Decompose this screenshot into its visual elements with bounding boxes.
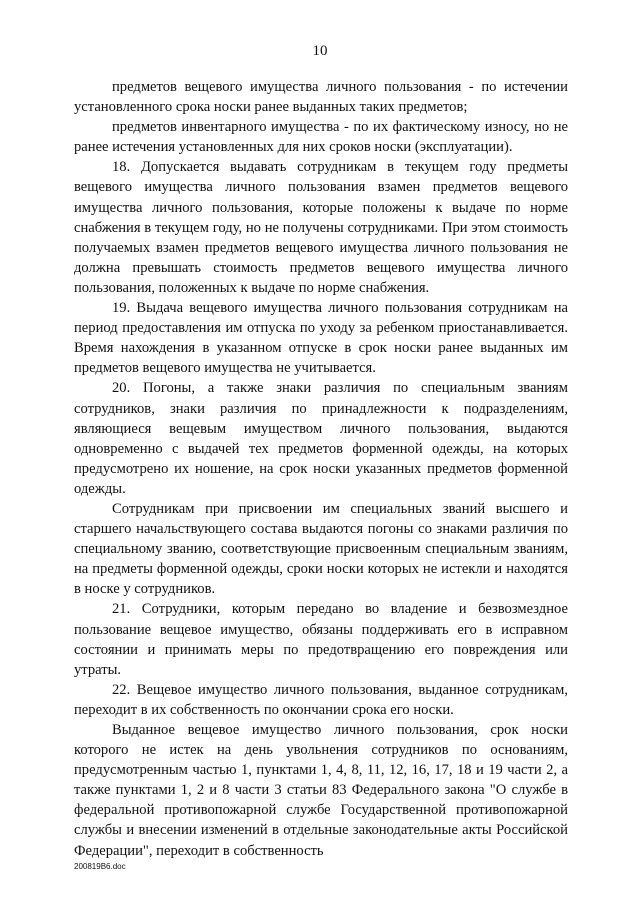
footer-filename: 200819B6.doc [74, 862, 126, 871]
paragraph-item-18: 18. Допускается выдавать сотрудникам в текущем году предметы вещевого имущества личного пользования взамен предметов вещевого имущества личного пользования, которые положены к выдаче по норме снабжения в текущем году, но не получены сотрудниками. При этом стоимость получаемых взамен предметов вещевого имущества личного пользования не должна превышать стоимость предметов вещевого имущества личного пользования, положенных к выдаче по норме снабжения. [74, 159, 568, 296]
paragraph: Сотрудникам при присвоении им специальных званий высшего и старшего начальствующего состава выдаются погоны со знаками различия по специальному званию, соответствующие присвоенным специальным званиям, на предметы форменной одежды, сроки носки которых не истекли и находятся в носке у сотрудников. [74, 500, 568, 598]
document-body [74, 77, 568, 861]
paragraph: предметов вещевого имущества личного пользования - по истечении установленного срока носки ранее выданных таких предметов; [74, 79, 568, 116]
page-number: 10 [312, 43, 328, 59]
paragraph-item-22: 22. Вещевое имущество личного пользования, выданное сотрудникам, переходит в их собственность по окончании срока его носки. [74, 681, 568, 718]
paragraph-item-21: 21. Сотрудники, которым передано во владение и безвозмездное пользование вещевое имущество, обязаны поддерживать его в исправном состоянии и принимать меры по предотвращению его повреждения или утраты. [74, 601, 568, 678]
paragraph: предметов инвентарного имущества - по их фактическому износу, но не ранее истечения установленных для них сроков носки (эксплуатации). [74, 119, 568, 156]
paragraph-item-20: 20. Погоны, а также знаки различия по специальным званиям сотрудников, знаки различия по принадлежности к подразделениям, являющиеся вещевым имуществом личного пользования, выдаются одновременно с выдачей тех предметов форменной одежды, на которых предусмотрено их ношение, на срок носки указанных предметов форменной одежды. [74, 380, 568, 497]
paragraph: Выданное вещевое имущество личного пользования, срок носки которого не истек на день увольнения сотрудников по основаниям, предусмотренным частью 1, пунктами 1, 4, 8, 11, 12, 16, 17, 18 и 19 части 2, а также пунктами 1, 2 и 8 части 3 статьи 83 Федерального закона "О службе в федеральной противопожарной службе Государственной противопожарной службы и внесении изменений в отдельные законодательные акты Российской Федерации", переходит в собственность [74, 722, 568, 859]
paragraph-item-19: 19. Выдача вещевого имущества личного пользования сотрудникам на период предоставления им отпуска по уходу за ребенком приостанавливается. Время нахождения в указанном отпуске в срок носки ранее выданных им предметов вещевого имущества не учитывается. [74, 300, 568, 377]
